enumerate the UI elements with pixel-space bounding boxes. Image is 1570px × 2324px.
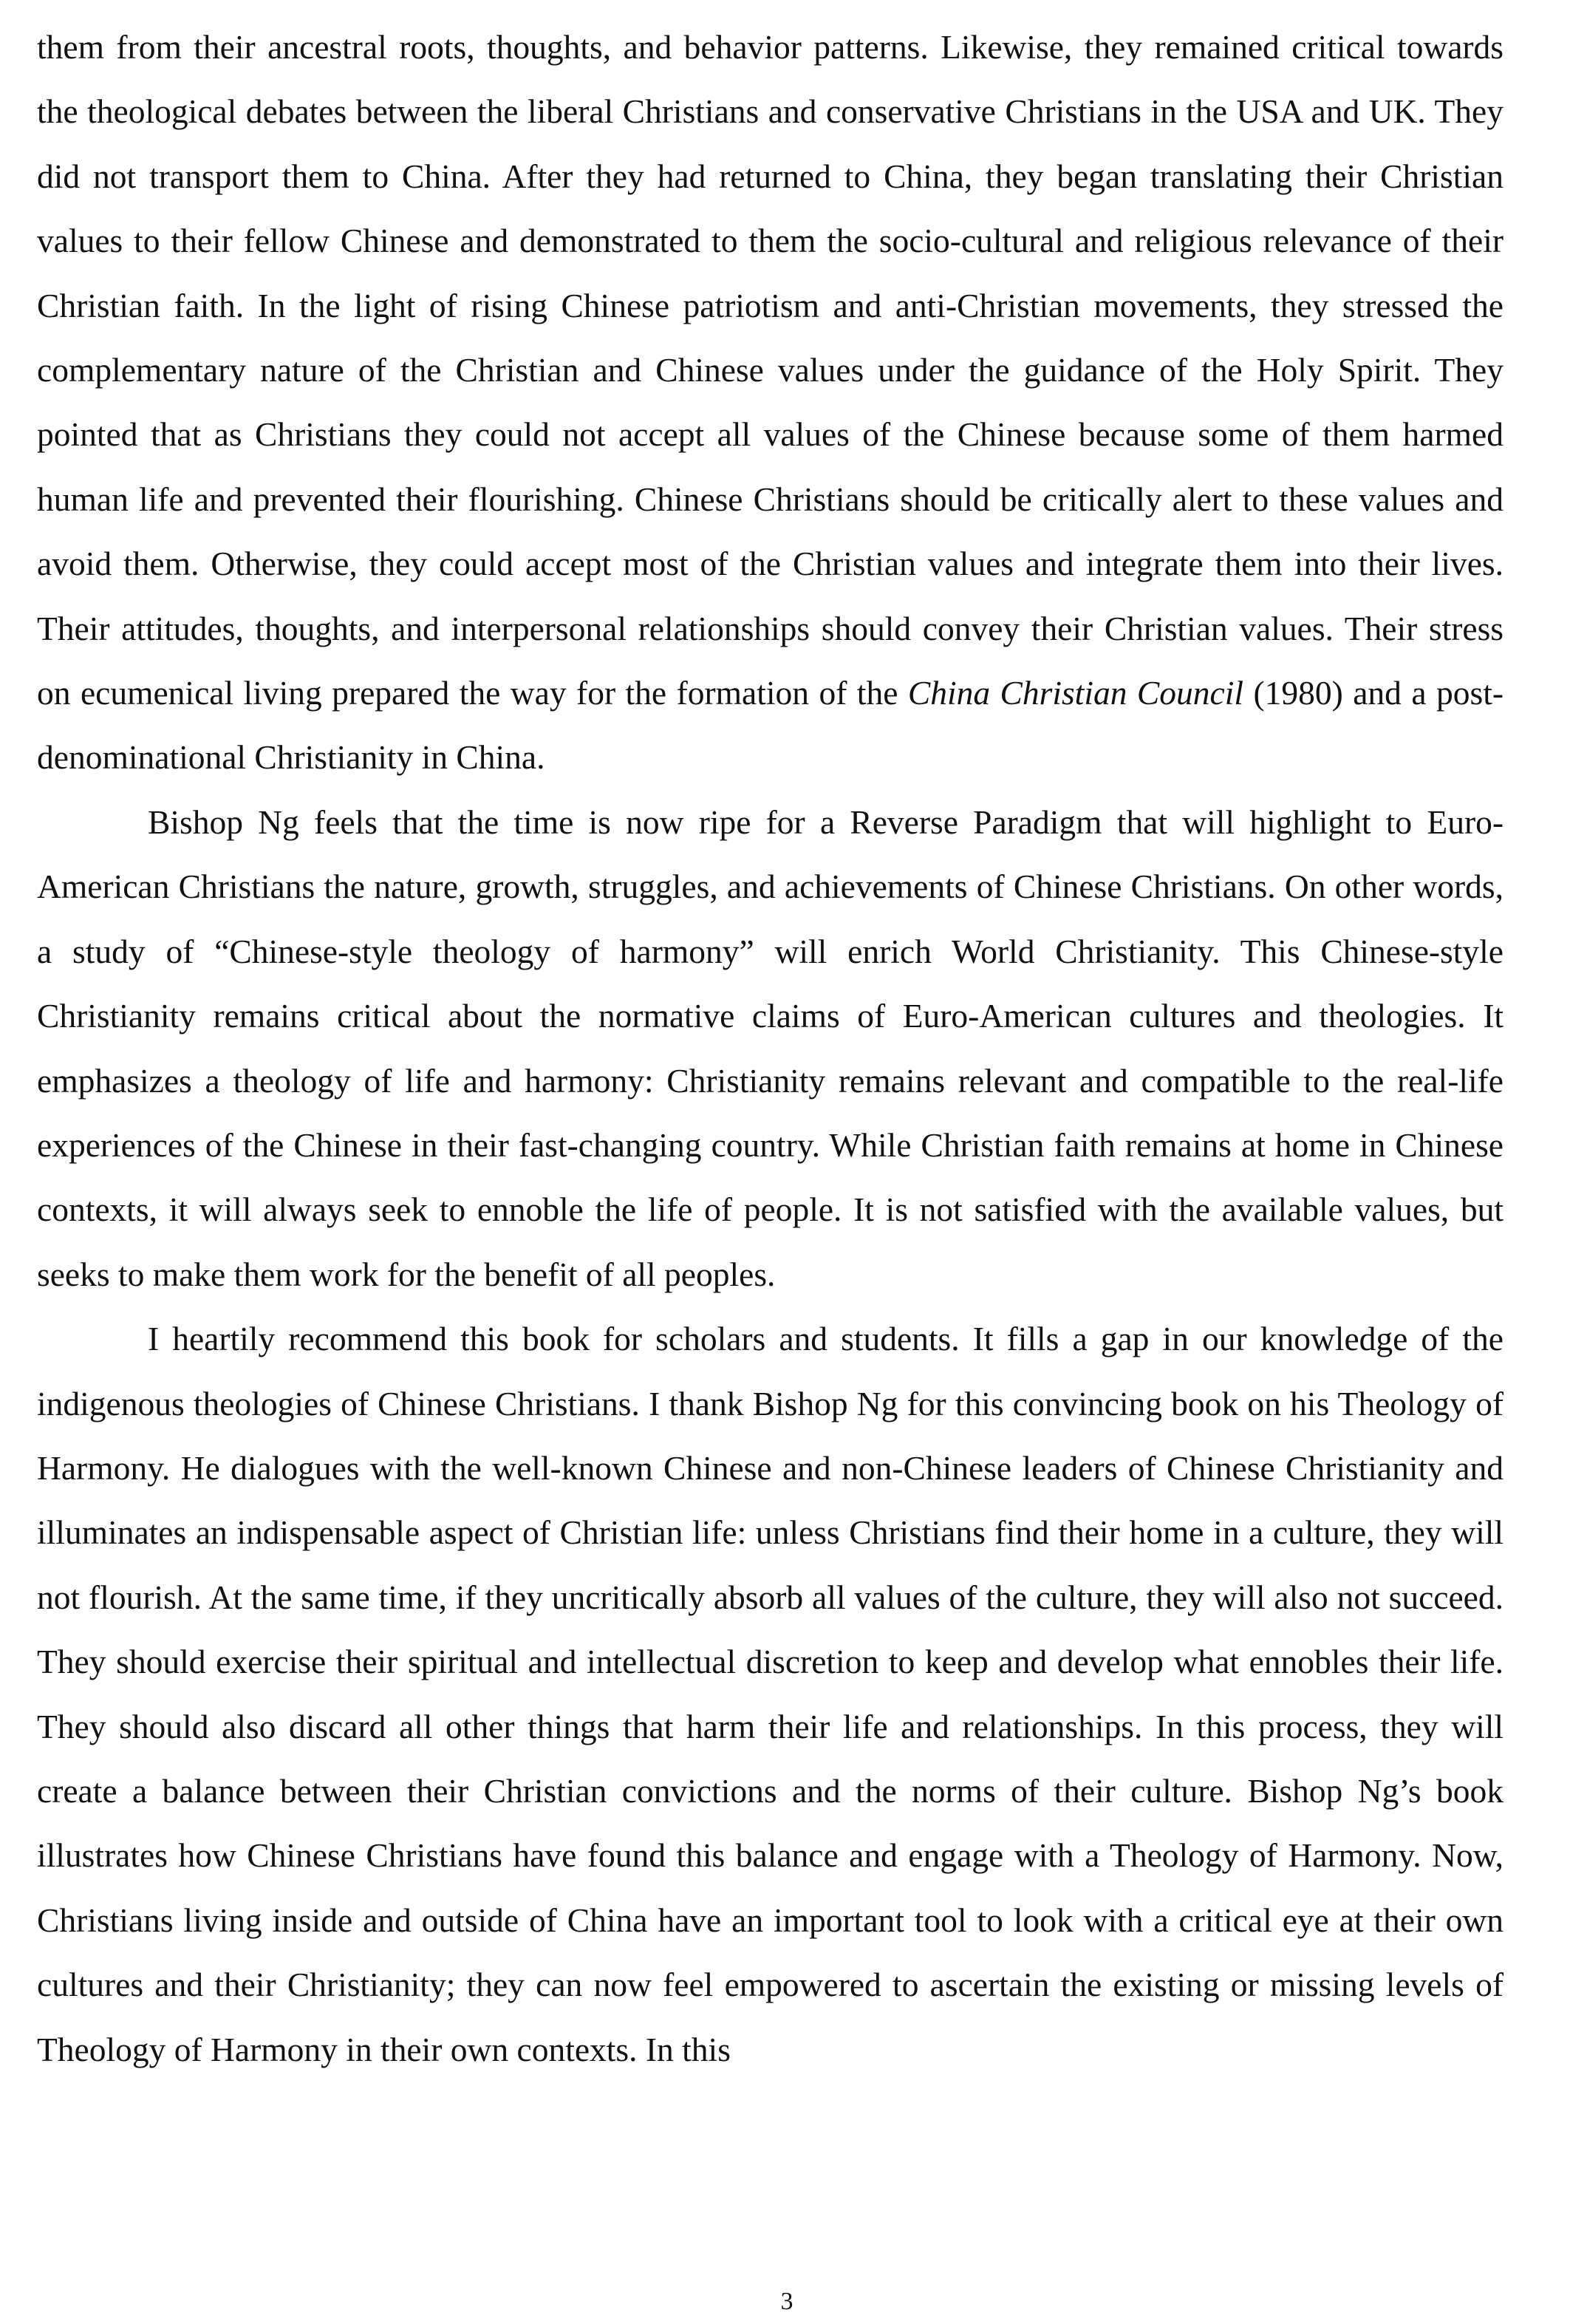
paragraph-1-text-before: them from their ancestral roots, thoughts, and behavior patterns. Likewise, they remained critical towards the theological debates between the liberal Christians and conservative Christians in the USA and UK. They did not transport them to China. After they had returned to China, they began translating their Christian values to their fellow Chinese and demonstrated to them the socio-cultural and religious relevance of their Christian faith. In the light of rising Chinese patriotism and anti-Christian movements, they stressed the complementary nature of the Christian and Chinese values under the guidance of the Holy Spirit. They pointed that as Christians they could not accept all values of the Chinese because some of them harmed human life and prevented their flourishing. Chinese Christians should be critically alert to these values and avoid them. Otherwise, they could accept most of the Christian values and integrate them into their lives. Their attitudes, thoughts, and interpersonal relationships should convey their Christian values. Their stress on ecumenical living prepared the way for the formation of the xyxy=(37,28,1504,712)
document-page xyxy=(37,0,1504,2324)
body-text xyxy=(37,15,1504,2082)
paragraph-3: I heartily recommend this book for scholars and students. It fills a gap in our knowledge of the indigenous theologies of Chinese Christians. I thank Bishop Ng for this convincing book on his Theology of Harmony. He dialogues with the well-known Chinese and non-Chinese leaders of Chinese Christianity and illuminates an indispensable aspect of Christian life: unless Christians find their home in a culture, they will not flourish. At the same time, if they uncritically absorb all values of the culture, they will also not succeed. They should exercise their spiritual and intellectual discretion to keep and develop what ennobles their life. They should also discard all other things that harm their life and relationships. In this process, they will create a balance between their Christian convictions and the norms of their culture. Bishop Ng’s book illustrates how Chinese Christians have found this balance and engage with a Theology of Harmony. Now, Christians living inside and outside of China have an important tool to look with a critical eye at their own cultures and their Christianity; they can now feel empowered to ascertain the existing or missing levels of Theology of Harmony in their own contexts. In this xyxy=(37,1320,1504,2068)
page-number: 3 xyxy=(780,2288,793,2315)
paragraph-2: Bishop Ng feels that the time is now ripe for a Reverse Paradigm that will highlight to Euro-American Christians the nature, growth, struggles, and achievements of Chinese Christians. On other words, a study of “Chinese-style theology of harmony” will enrich World Christianity. This Chinese-style Christianity remains critical about the normative claims of Euro-American cultures and theologies. It emphasizes a theology of life and harmony: Christianity remains relevant and compatible to the real-life experiences of the Chinese in their fast-changing country. While Christian faith remains at home in Chinese contexts, it will always seek to ennoble the life of people. It is not satisfied with the available values, but seeks to make them work for the benefit of all peoples. xyxy=(37,803,1504,1293)
paragraph-1 xyxy=(37,15,1504,790)
paragraph-1-text-after: (1980) and a post-denominational Christianity in China. xyxy=(37,674,1504,777)
paragraph-1-italic-title: China Christian Council xyxy=(907,674,1243,712)
